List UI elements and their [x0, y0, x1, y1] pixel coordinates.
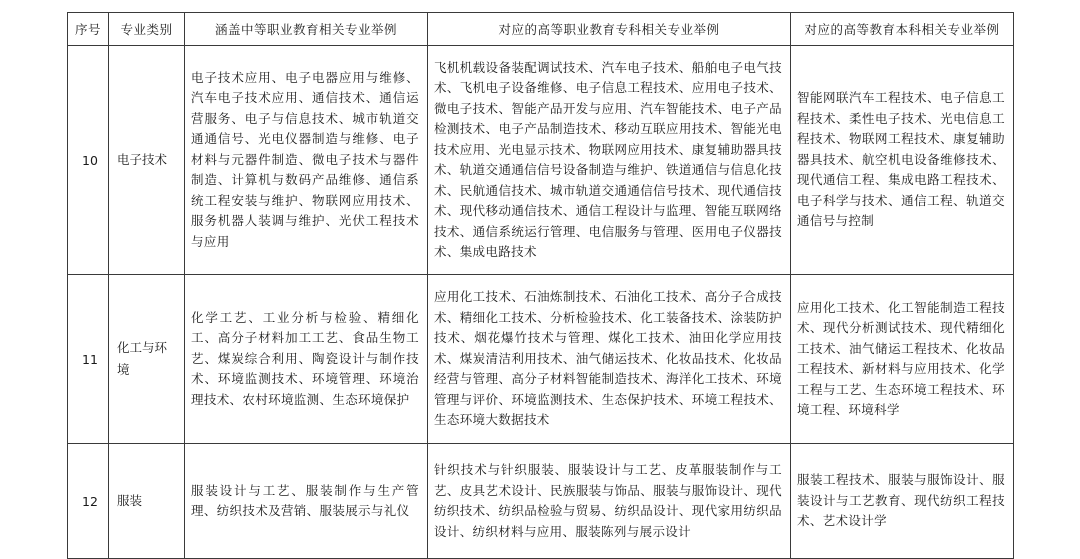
row-number: 11	[68, 275, 109, 444]
row-higher-vocational-majors: 针织技术与针织服装、服装设计与工艺、皮革服装制作与工艺、皮具艺术设计、民族服装与饰品、服装与服饰设计、现代纺织技术、纺织品检验与贸易、纺织品设计、现代家用纺织品设计、纺织材料与应用、服装陈列与展示设计	[428, 444, 791, 559]
row-number: 10	[68, 46, 109, 275]
header-row	[68, 13, 1014, 46]
table-row	[68, 275, 1014, 444]
header-undergraduate: 对应的高等教育本科相关专业举例	[791, 13, 1014, 46]
header-secondary: 涵盖中等职业教育相关专业举例	[185, 13, 428, 46]
table-row	[68, 444, 1014, 559]
header-category: 专业类别	[109, 13, 185, 46]
major-table	[67, 12, 1014, 559]
page	[67, 12, 1013, 559]
row-secondary-majors: 化学工艺、工业分析与检验、精细化工、高分子材料加工工艺、食品生物工艺、煤炭综合利用、陶瓷设计与制作技术、环境监测技术、环境管理、环境治理技术、农村环境监测、生态环境保护	[185, 275, 428, 444]
row-undergraduate-majors: 智能网联汽车工程技术、电子信息工程技术、柔性电子技术、光电信息工程技术、物联网工程技术、康复辅助器具技术、航空机电设备维修技术、现代通信工程、集成电路工程技术、电子科学与技术、通信工程、轨道交通信号与控制	[791, 46, 1014, 275]
row-undergraduate-majors: 服装工程技术、服装与服饰设计、服装设计与工艺教育、现代纺织工程技术、艺术设计学	[791, 444, 1014, 559]
table-row	[68, 46, 1014, 275]
row-number: 12	[68, 444, 109, 559]
row-category: 电子技术	[109, 46, 185, 275]
row-undergraduate-majors: 应用化工技术、化工智能制造工程技术、现代分析测试技术、现代精细化工技术、油气储运工程技术、化妆品工程技术、新材料与应用技术、化学工程与工艺、生态环境工程技术、环境工程、环境科学	[791, 275, 1014, 444]
row-category: 化工与环境	[109, 275, 185, 444]
row-secondary-majors: 服装设计与工艺、服装制作与生产管理、纺织技术及营销、服装展示与礼仪	[185, 444, 428, 559]
header-higher-vocational: 对应的高等职业教育专科相关专业举例	[428, 13, 791, 46]
header-no: 序号	[68, 13, 109, 46]
row-higher-vocational-majors: 应用化工技术、石油炼制技术、石油化工技术、高分子合成技术、精细化工技术、分析检验技术、化工装备技术、涂装防护技术、烟花爆竹技术与管理、煤化工技术、油田化学应用技术、煤炭清洁利用技术、油气储运技术、化妆品技术、化妆品经营与管理、高分子材料智能制造技术、海洋化工技术、环境管理与评价、环境监测技术、生态保护技术、环境工程技术、生态环境大数据技术	[428, 275, 791, 444]
row-higher-vocational-majors: 飞机机载设备装配调试技术、汽车电子技术、船舶电子电气技术、飞机电子设备维修、电子信息工程技术、应用电子技术、微电子技术、智能产品开发与应用、汽车智能技术、电子产品检测技术、电子产品制造技术、移动互联应用技术、智能光电技术应用、光电显示技术、物联网应用技术、康复辅助器具技术、轨道交通通信信号设备制造与维护、铁道通信与信息化技术、民航通信技术、城市轨道交通通信信号技术、现代通信技术、现代移动通信技术、通信工程设计与监理、智能互联网络技术、通信系统运行管理、电信服务与管理、医用电子仪器技术、集成电路技术	[428, 46, 791, 275]
row-secondary-majors: 电子技术应用、电子电器应用与维修、汽车电子技术应用、通信技术、通信运营服务、电子与信息技术、城市轨道交通通信号、光电仪器制造与维修、电子材料与元器件制造、微电子技术与器件制造、计算机与数码产品维修、通信系统工程安装与维护、物联网应用技术、服务机器人装调与维护、光伏工程技术与应用	[185, 46, 428, 275]
row-category: 服装	[109, 444, 185, 559]
